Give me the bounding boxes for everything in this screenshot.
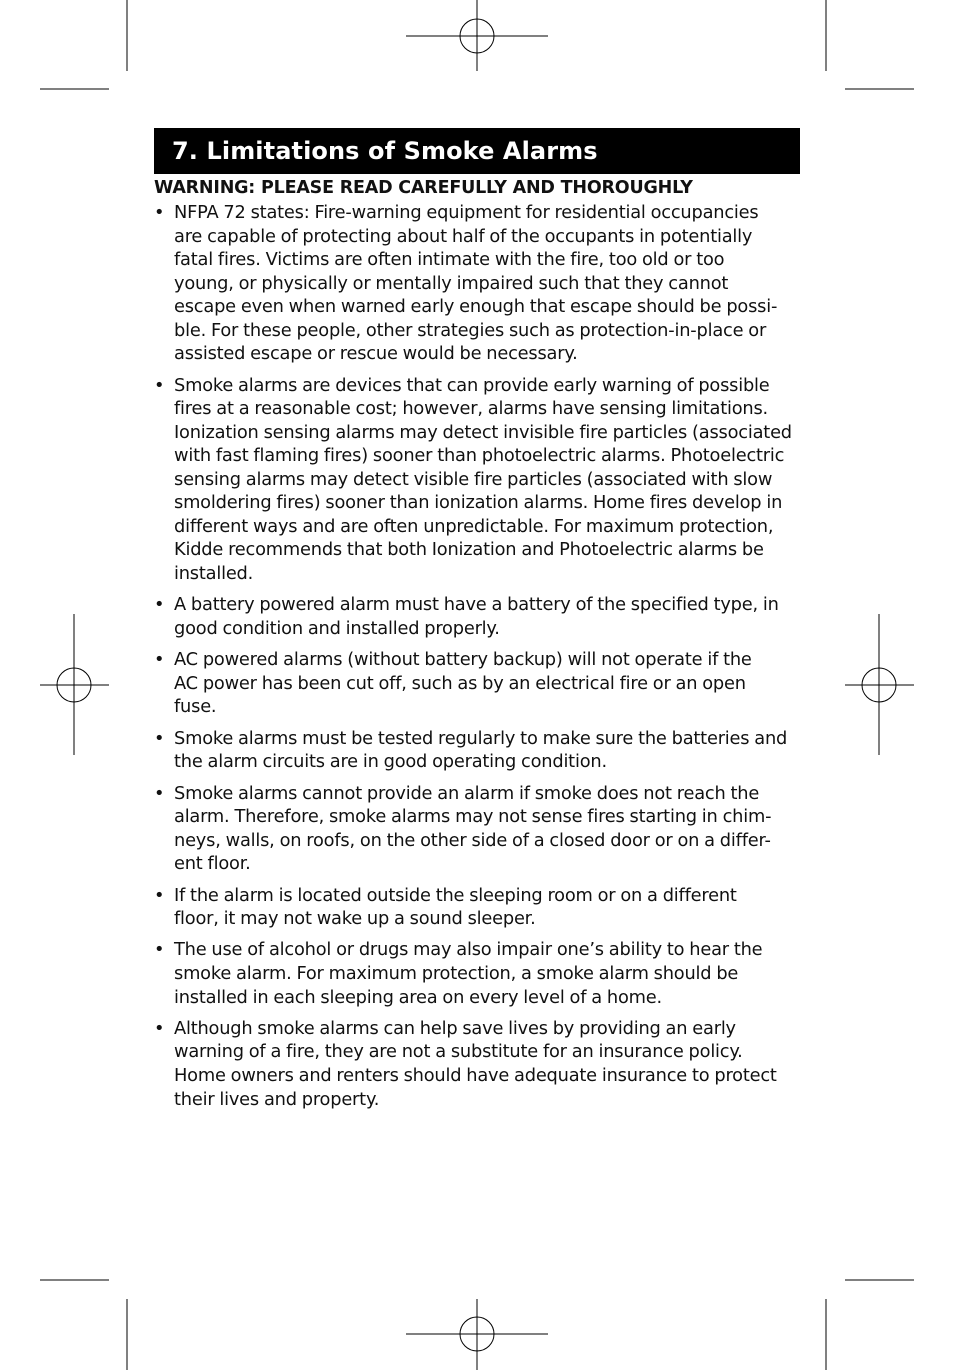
section-title: 7. Limitations of Smoke Alarms [172, 137, 598, 165]
bullet-icon: • [154, 1017, 165, 1039]
bullet-icon: • [154, 939, 165, 961]
list-item-text-line: If the alarm is located outside the sleeping room or on a different [174, 884, 737, 906]
list-item-text-line: installed. [174, 563, 254, 584]
list-item-text-line: Smoke alarms are devices that can provide early warning of possible [174, 374, 770, 396]
bullet-icon: • [154, 649, 165, 671]
registration-mark-right [845, 614, 914, 755]
list-item-text-line: AC power has been cut off, such as by an electrical fire or an open [174, 672, 746, 694]
list-item [154, 648, 802, 719]
registration-mark-top [406, 0, 548, 71]
list-item-text-line: Kidde recommends that both Ionization and Photoelectric alarms be [174, 539, 764, 561]
list-item-text-line: the alarm circuits are in good operating condition. [174, 751, 607, 773]
list-item-text-line: NFPA 72 states: Fire-warning equipment for residential occupancies [174, 202, 759, 223]
list-item-text-line: installed in each sleeping area on every level of a home. [174, 986, 662, 1008]
list-item-text-line: The use of alcohol or drugs may also impair one’s ability to hear the [174, 939, 763, 961]
list-item [154, 593, 802, 640]
list-item [154, 1017, 802, 1111]
list-item-text-line: Smoke alarms must be tested regularly to make sure the batteries and [174, 727, 788, 749]
list-item-text-line: are capable of protecting about half of the occupants in potentially [174, 225, 753, 247]
bullet-icon: • [154, 884, 165, 906]
bullet-icon: • [154, 202, 165, 223]
section-header [154, 128, 800, 174]
list-item-text-line: their lives and property. [174, 1088, 380, 1110]
list-item-text-line: young, or physically or mentally impaired such that they cannot [174, 272, 729, 294]
list-item [154, 938, 802, 1009]
list-item-text-line: Smoke alarms cannot provide an alarm if smoke does not reach the [174, 782, 760, 804]
list-item-text-line: smoke alarm. For maximum protection, a smoke alarm should be [174, 962, 739, 984]
bullet-icon: • [154, 594, 165, 616]
list-item-text-line: fires at a reasonable cost; however, alarms have sensing limitations. [174, 398, 768, 420]
list-item-text-line: fatal fires. Victims are often intimate with the fire, too old or too [174, 249, 725, 271]
list-item-text-line: alarm. Therefore, smoke alarms may not sense fires starting in chim- [174, 806, 772, 828]
list-item-text-line: ble. For these people, other strategies such as protection-in-place or [174, 319, 767, 341]
list-item-text-line: smoldering fires) sooner than ionization alarms. Home fires develop in [174, 492, 783, 514]
list-item [154, 727, 802, 774]
registration-mark-bottom [406, 1299, 548, 1370]
list-item [154, 884, 802, 931]
list-item-text-line: assisted escape or rescue would be necessary. [174, 343, 578, 365]
list-item-text-line: with fast flaming fires) sooner than photoelectric alarms. Photoelectric [174, 445, 785, 467]
limitations-list [154, 201, 802, 1119]
registration-mark-left [40, 614, 109, 755]
list-item-text-line: escape even when warned early enough that escape should be possi- [174, 296, 778, 318]
bullet-icon: • [154, 727, 165, 749]
list-item-text-line: floor, it may not wake up a sound sleeper. [174, 908, 536, 930]
warning-heading: WARNING: PLEASE READ CAREFULLY AND THOROUGHLY [154, 178, 693, 198]
list-item-text-line: good condition and installed properly. [174, 617, 500, 639]
list-item-text-line: neys, walls, on roofs, on the other side of a closed door or on a differ- [174, 829, 771, 851]
list-item [154, 782, 802, 876]
list-item-text-line: A battery powered alarm must have a battery of the specified type, in [174, 594, 779, 616]
list-item-text-line: Ionization sensing alarms may detect invisible fire particles (associated [174, 421, 792, 443]
bullet-icon: • [154, 374, 165, 396]
list-item-text-line: Although smoke alarms can help save lives by providing an early [174, 1017, 736, 1039]
list-item-text-line: AC powered alarms (without battery backup) will not operate if the [174, 649, 752, 671]
list-item-text-line: ent floor. [174, 853, 251, 875]
list-item [154, 374, 802, 586]
list-item [154, 201, 802, 366]
list-item-text-line: Home owners and renters should have adequate insurance to protect [174, 1064, 777, 1086]
list-item-text-line: sensing alarms may detect visible fire particles (associated with slow [174, 468, 773, 490]
bullet-icon: • [154, 782, 165, 804]
list-item-text-line: warning of a fire, they are not a substitute for an insurance policy. [174, 1041, 743, 1063]
list-item-text-line: fuse. [174, 696, 217, 718]
list-item-text-line: different ways and are often unpredictable. For maximum protection, [174, 515, 774, 537]
